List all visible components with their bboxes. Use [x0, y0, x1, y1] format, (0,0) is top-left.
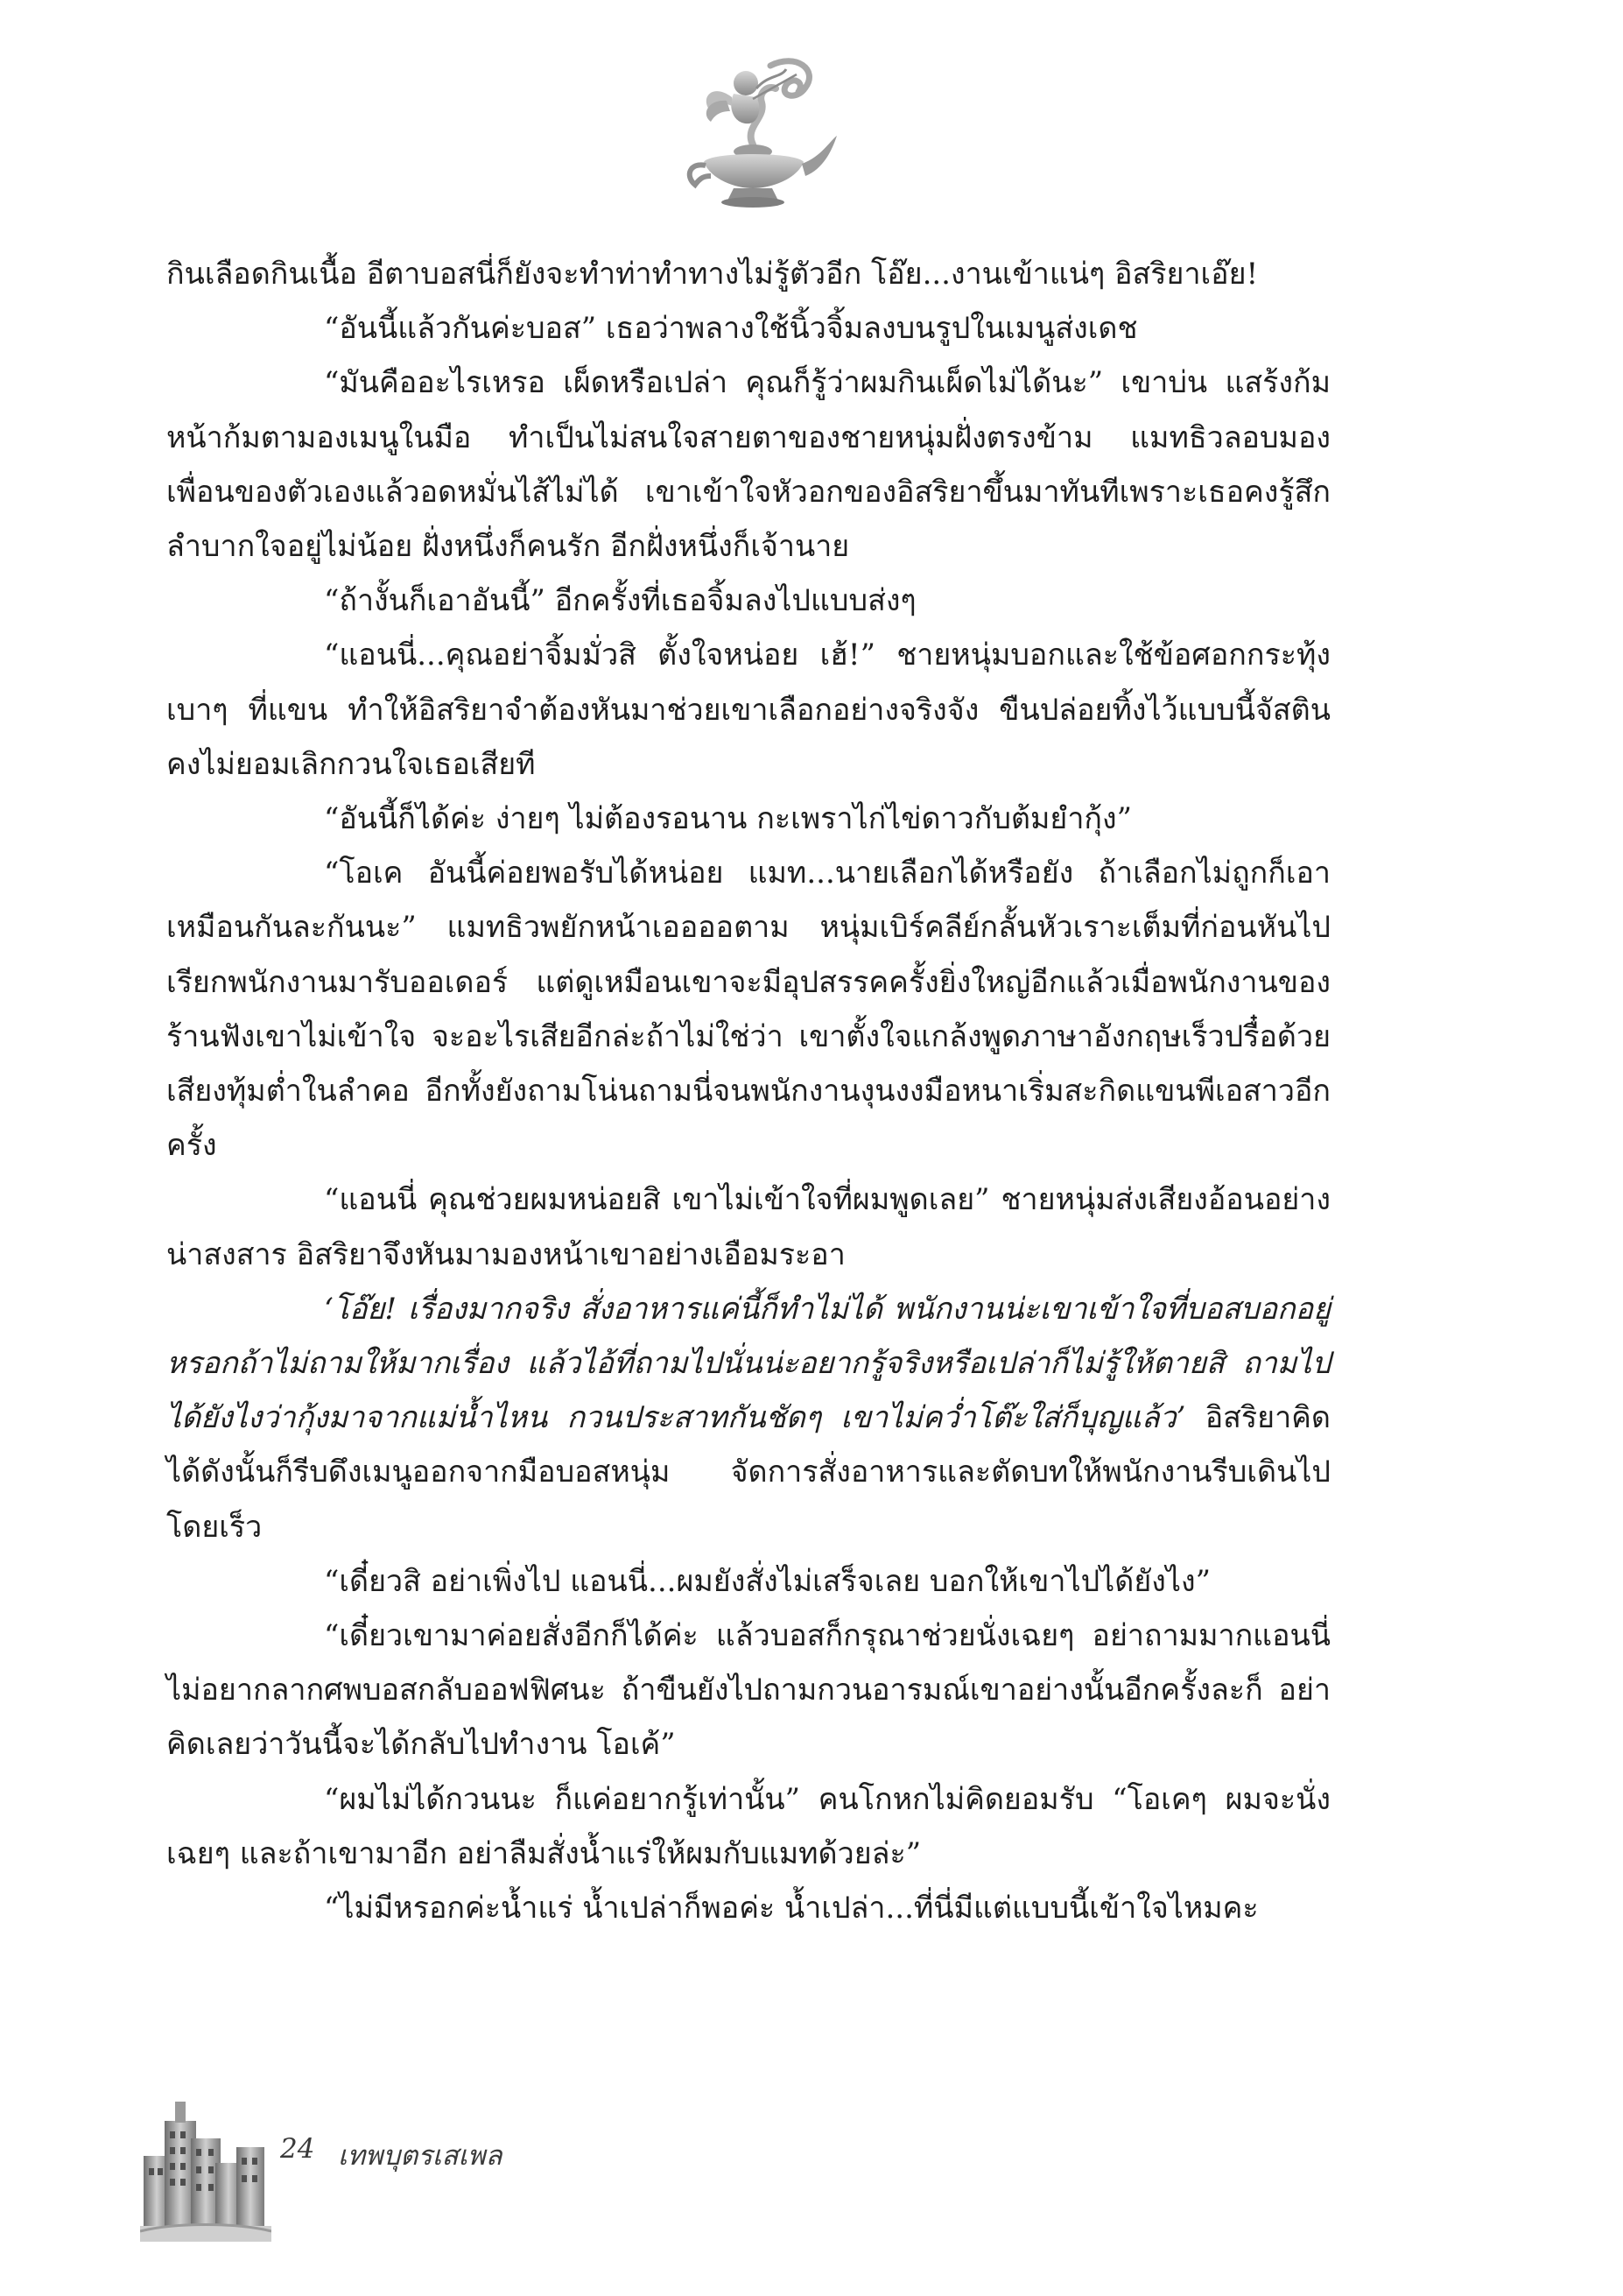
paragraph: “แอนนี่...คุณอย่าจิ้มมั่วสิ ตั้งใจหน่อย เฮ้!” ชายหนุ่มบอกและใช้ข้อศอกกระทุ้งเบาๆ ที่แขน ทำให้อิสริยาจำต้องหันมาช่วยเขาเลือกอย่างจริงจัง ขืนปล่อยทิ้งไว้แบบนี้จัสตินคงไม่ยอมเลิกกวนใจเธอเสียที — [166, 637, 1331, 782]
paragraph: “เดี๋ยวเขามาค่อยสั่งอีกก็ได้ค่ะ แล้วบอสก็กรุณาช่วยนั่งเฉยๆ อย่าถามมากแอนนี่ไม่อยากลากศพบอสกลับออฟฟิศนะ ถ้าขืนยังไปถามกวนอารมณ์เขาอย่างนั้นอีกครั้งละก็ อย่าคิดเลยว่าวันนี้จะได้กลับไปทำงาน โอเค้” — [166, 1618, 1331, 1763]
page-number: 24 — [280, 2133, 315, 2165]
paragraph: “มันคืออะไรเหรอ เผ็ดหรือเปล่า คุณก็รู้ว่าผมกินเผ็ดไม่ได้นะ” เขาบ่น แสร้งก้มหน้าก้มตามองเมนูในมือ ทำเป็นไม่สนใจสายตาของชายหนุ่มฝั่งตรงข้าม แมทธิวลอบมองเพื่อนของตัวเองแล้วอดหมั่นไส้ไม่ได้ เขาเข้าใจหัวอกของอิสริยาขึ้นมาทันทีเพราะเธอคงรู้สึกลำบากใจอยู่ไม่น้อย ฝั่งหนึ่งก็คนรัก อีกฝั่งหนึ่งก็เจ้านาย — [166, 365, 1331, 565]
paragraph: “อันนี้ก็ได้ค่ะ ง่ายๆ ไม่ต้องรอนาน กะเพราไก่ไข่ดาวกับต้มยำกุ้ง” — [324, 801, 1132, 837]
paragraph: กินเลือดกินเนื้อ อีตาบอสนี่ก็ยังจะทำท่าทำทางไม่รู้ตัวอีก โอ๊ย...งานเข้าแน่ๆ อิสริยาเอ๊ย! — [166, 257, 1259, 292]
cupid-genie-lamp-icon — [665, 48, 840, 215]
city-buildings-icon — [140, 2095, 271, 2243]
paragraph: “ถ้างั้นก็เอาอันนี้” อีกครั้งที่เธอจิ้มลงไปแบบส่งๆ — [324, 583, 917, 619]
paragraph: “เดี๋ยวสิ อย่าเพิ่งไป แอนนี่...ผมยังสั่งไม่เสร็จเลย บอกให้เขาไปได้ยังไง” — [324, 1563, 1211, 1599]
paragraph: “แอนนี่ คุณช่วยผมหน่อยสิ เขาไม่เข้าใจที่ผมพูดเลย” ชายหนุ่มส่งเสียงอ้อนอย่างน่าสงสาร อิสริยาจึงหันมามองหน้าเขาอย่างเอือมระอา — [166, 1182, 1331, 1272]
inner-thought-text: ‘โอ๊ย! เรื่องมากจริง สั่งอาหารแค่นี้ก็ทำไม่ได้ พนักงานน่ะเขาเข้าใจที่บอสบอกอยู่หรอกถ้าไม่ถามให้มากเรื่อง แล้วไอ้ที่ถามไปนั่นน่ะอยากรู้จริงหรือเปล่าก็ไม่รู้ให้ตายสิ ถามไปได้ยังไงว่ากุ้งมาจากแม่น้ำไหน กวนประสาทกันชัดๆ เขาไม่คว่ำโต๊ะใส่ก็บุญแล้ว’ — [166, 1291, 1331, 1436]
paragraph-text: อิสริยาคิดได้ดังนั้นก็รีบดึงเมนูออกจากมือบอสหนุ่ม จัดการสั่งอาหารและตัดบทให้พนักงานรีบเดินไปโดยเร็ว — [166, 1400, 1331, 1545]
paragraph — [166, 1282, 1331, 1554]
paragraph: “อันนี้แล้วกันค่ะบอส” เธอว่าพลางใช้นิ้วจิ้มลงบนรูปในเมนูส่งเดช — [324, 311, 1138, 347]
paragraph: “ผมไม่ได้กวนนะ ก็แค่อยากรู้เท่านั้น” คนโกหกไม่คิดยอมรับ “โอเคๆ ผมจะนั่งเฉยๆ และถ้าเขามาอีก อย่าลืมสั่งน้ำแร่ให้ผมกับแมทด้วยล่ะ” — [166, 1781, 1331, 1871]
paragraph: “ไม่มีหรอกค่ะน้ำแร่ น้ำเปล่าก็พอค่ะ น้ำเปล่า...ที่นี่มีแต่แบบนี้เข้าใจไหมคะ — [324, 1891, 1259, 1926]
body-text — [166, 247, 1331, 1935]
paragraph: “โอเค อันนี้ค่อยพอรับได้หน่อย แมท...นายเลือกได้หรือยัง ถ้าเลือกไม่ถูกก็เอาเหมือนกันละกันนะ” แมทธิวพยักหน้าเออออตาม หนุ่มเบิร์คลีย์กลั้นหัวเราะเต็มที่ก่อนหันไปเรียกพนักงานมารับออเดอร์ แต่ดูเหมือนเขาจะมีอุปสรรคครั้งยิ่งใหญ่อีกแล้วเมื่อพนักงานของร้านฟังเขาไม่เข้าใจ จะอะไรเสียอีกล่ะถ้าไม่ใช่ว่า เขาตั้งใจแกล้งพูดภาษาอังกฤษเร็วปรื๋อด้วยเสียงทุ้มต่ำในลำคอ อีกทั้งยังถามโน่นถามนี่จนพนักงานงุนงงมือหนาเริ่มสะกิดแขนพีเอสาวอีกครั้ง — [166, 856, 1331, 1164]
book-title: เทพบุตรเสเพล — [338, 2140, 502, 2172]
